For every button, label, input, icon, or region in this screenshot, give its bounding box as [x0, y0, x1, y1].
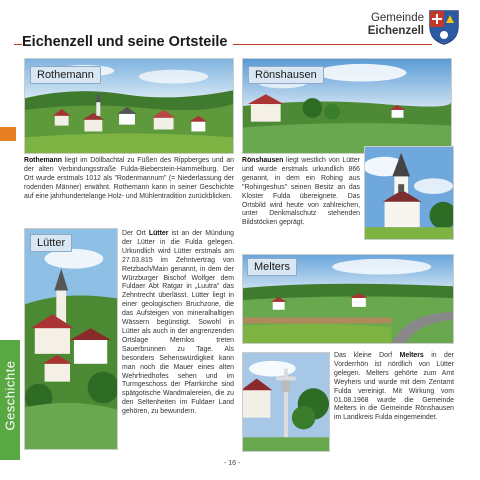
luetter-name: Lütter [148, 230, 169, 237]
gemeinde-crest-icon [428, 8, 460, 46]
luetter-lead: Der Ort [122, 230, 149, 237]
orange-tab [0, 127, 16, 141]
caption-roenshausen: Rönshausen [248, 66, 324, 84]
section-label: Geschichte [2, 360, 18, 431]
roenshausen-church-photo [364, 146, 454, 240]
melters-cross-photo [242, 352, 330, 452]
roenshausen-name: Rönshausen [242, 157, 284, 164]
brand-line1: Gemeinde [370, 12, 424, 24]
melters-name: Melters [399, 352, 424, 359]
melters-text [334, 352, 454, 423]
rothemann-text [24, 157, 234, 202]
page-number: - 16 - [224, 460, 241, 467]
rothemann-name: Rothemann [24, 157, 62, 164]
roenshausen-text [242, 157, 360, 228]
brand-line2: Eichenzell [367, 25, 424, 37]
brand [368, 12, 424, 38]
melters-lead: Das kleine Dorf [334, 352, 400, 359]
roenshausen-body: liegt westlich von Lütter und wurde erstmals urkundlich 866 genannt, in dem ein Rohing aus "Rohingeshus" seinen Besitz an das Kloster Fulda übereignete. Das Ortsbild wird heute von zahlreichen, unter Denkmalschutz stehenden Bildstöcken geprägt. [242, 157, 360, 227]
luetter-photo [24, 228, 118, 450]
caption-luetter: Lütter [30, 234, 72, 252]
rothemann-body: liegt im Döllbachtal zu Füßen des Rippberges und an der alten Verbindungsstraße Fulda-Bieberstein-Hammelburg. Der Ort wurde erstmals 1012 als "Rodenmannum" (= Niederlassung der rodenden Männer) erwähnt. Rothemann kann in seiner Geschichte auf eine jahrhundertelange Holz- und Mühlentradition zurückblicken. [24, 157, 234, 200]
melters-body: in der Vorderrhön ist nördlich von Lütter gelegen. Melters gehörte zum Amt Weyhers und wurde mit dem Zentamt Fulda vereinigt. Mit Wirkung vom 01.08.1968 wurde die Gemeinde Melters in die Gemeinde Rönshausen im Landkreis Fulda eingemeindet. [334, 352, 454, 422]
luetter-body: ist an der Mündung der Lütter in die Fulda gelegen. Urkundlich wird Lütter erstmals am 27.03.815 im Zehntvertrag von Retzbach/Main genannt, in dem der Würzburger Bischof Wolfger dem Fuldaer Abt Ratgar in „Luutra" das Zehntrecht überlässt. Lütter liegt in einer geologischen Bruchzone, die das Aufsteigen von mineralhaltigen Wässern begünstigt. Sowohl in Lütter als auch in der angrenzenden Ortslage Mernlos treten Sauerbrunnen zu Tage. Als besonders Sehenswürdigkeit kann man noch die Mauer eines alten Wehrfriedhofes sehen und im Turmgeschoss der Pfarrkirche sind spätgotische Wandmalereien, die zu den Seltenheiten im Fuldaer Land gehören, zu bewundern. [122, 230, 234, 416]
page-title: Eichenzell und seine Ortsteile [22, 34, 233, 50]
luetter-text [122, 230, 234, 417]
caption-rothemann: Rothemann [30, 66, 101, 84]
caption-melters: Melters [247, 258, 297, 276]
